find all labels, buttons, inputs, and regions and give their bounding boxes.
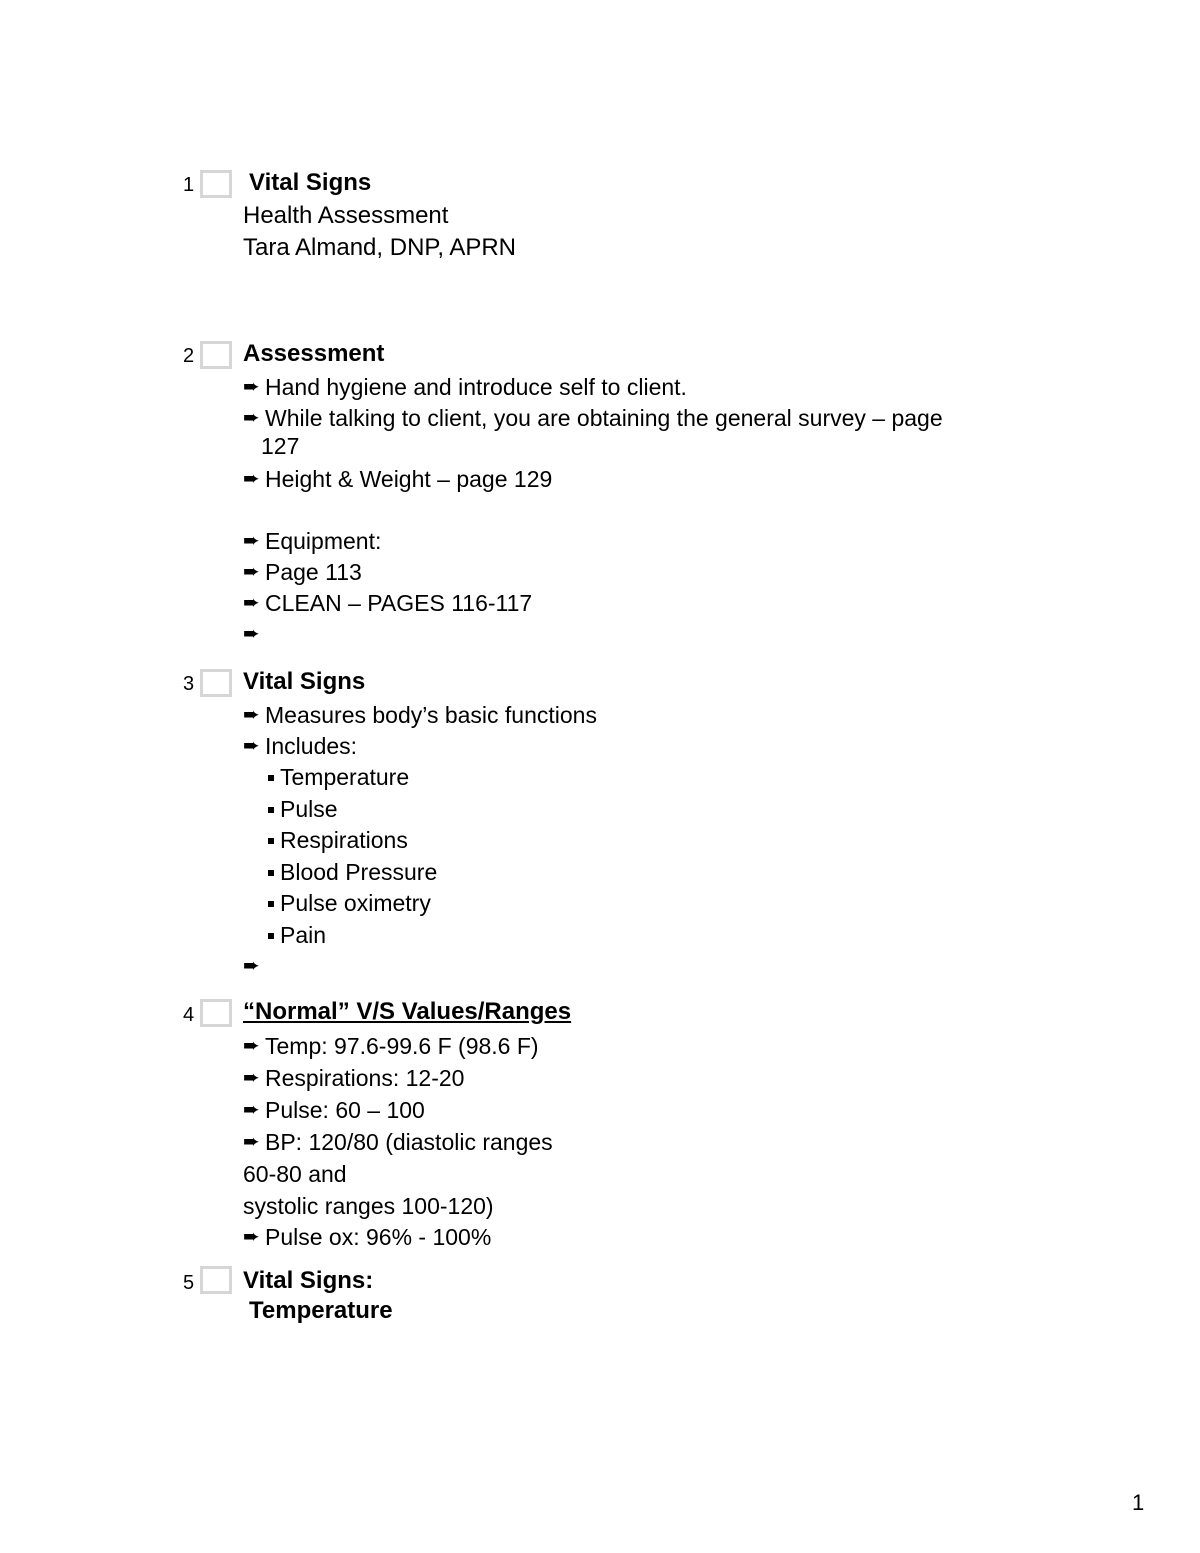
- slide-title: Assessment: [243, 340, 385, 367]
- arrow-bullet-icon: ➨: [243, 561, 260, 583]
- arrow-bullet-icon: ➨: [243, 407, 260, 429]
- list-item-continuation: systolic ranges 100-120): [243, 1193, 494, 1219]
- list-item: ➨ CLEAN – PAGES 116-117: [243, 588, 1023, 619]
- list-item: ➨ Pulse: 60 – 100: [243, 1094, 1023, 1126]
- arrow-bullet-icon: ➨: [243, 376, 260, 398]
- square-bullet-icon: [268, 838, 274, 844]
- slide-title: “Normal” V/S Values/Ranges: [243, 998, 572, 1025]
- arrow-bullet-icon: ➨: [243, 1035, 260, 1057]
- list-item: [243, 951, 1023, 982]
- page-number: 1: [1132, 1490, 1145, 1515]
- slide-thumbnail[interactable]: [200, 1266, 232, 1294]
- author-line: Tara Almand, DNP, APRN: [243, 234, 517, 261]
- list-item: ➨ Height & Weight – page 129: [243, 464, 1023, 495]
- list-item: ➨ BP: 120/80 (diastolic ranges: [243, 1126, 1023, 1158]
- square-bullet-icon: [268, 901, 274, 907]
- square-bullet-icon: [268, 870, 274, 876]
- sub-list-item: Pulse: [243, 794, 1023, 826]
- slide-number: 1: [183, 174, 195, 196]
- list-item: ➨ Temp: 97.6-99.6 F (98.6 F): [243, 1031, 1023, 1062]
- slide-title: Vital Signs: [243, 668, 366, 695]
- arrow-bullet-icon: ➨: [243, 1131, 260, 1153]
- list-item: ➨ Page 113: [243, 557, 1023, 588]
- sub-list-item: Temperature: [243, 762, 1023, 794]
- slide-number: 2: [183, 345, 195, 367]
- slide-thumbnail[interactable]: [200, 669, 232, 697]
- list-item: ➨ Respirations: 12-20: [243, 1062, 1023, 1094]
- arrow-bullet-icon: ➨: [243, 1099, 260, 1121]
- list-item: ➨ While talking to client, you are obtaining the general survey – page: [243, 403, 1023, 434]
- sub-list-item: Pain: [243, 920, 1023, 952]
- arrow-bullet-icon: ➨: [243, 623, 260, 645]
- sub-list-item: Pulse oximetry: [243, 888, 1023, 920]
- slide-number: 4: [183, 1004, 195, 1026]
- arrow-bullet-icon: ➨: [243, 468, 260, 490]
- arrow-bullet-icon: ➨: [243, 1067, 260, 1089]
- square-bullet-icon: [268, 807, 274, 813]
- slide-thumbnail[interactable]: [200, 170, 232, 198]
- subtitle-line: Health Assessment: [243, 202, 449, 229]
- list-item-continuation: 60-80 and: [243, 1161, 347, 1187]
- list-item: ➨ Equipment:: [243, 526, 1023, 557]
- sub-list-item: Blood Pressure: [243, 857, 1023, 889]
- slide-subtitle: Temperature: [249, 1297, 393, 1324]
- list-item-wrap: 127: [261, 433, 300, 459]
- square-bullet-icon: [268, 775, 274, 781]
- list-item: ➨ Hand hygiene and introduce self to client.: [243, 372, 1023, 403]
- slide-number: 3: [183, 673, 195, 695]
- slide-thumbnail[interactable]: [200, 999, 232, 1027]
- arrow-bullet-icon: ➨: [243, 704, 260, 726]
- list-item: ➨ Measures body’s basic functions: [243, 700, 1023, 731]
- list-item: ➨ Pulse ox: 96% - 100%: [243, 1222, 1023, 1253]
- list-item: ➨ Includes:: [243, 731, 1023, 762]
- arrow-bullet-icon: ➨: [243, 592, 260, 614]
- arrow-bullet-icon: ➨: [243, 955, 260, 977]
- arrow-bullet-icon: ➨: [243, 1226, 260, 1248]
- arrow-bullet-icon: ➨: [243, 735, 260, 757]
- slide-title: Vital Signs: [249, 169, 372, 196]
- arrow-bullet-icon: ➨: [243, 530, 260, 552]
- slide-title: Vital Signs:: [243, 1267, 374, 1294]
- slide-thumbnail[interactable]: [200, 341, 232, 369]
- square-bullet-icon: [268, 933, 274, 939]
- sub-list-item: Respirations: [243, 825, 1023, 857]
- slide-number: 5: [183, 1272, 195, 1294]
- list-item: [243, 619, 1023, 650]
